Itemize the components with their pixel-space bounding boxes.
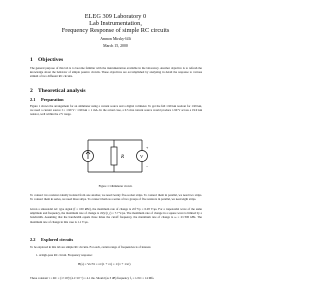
preparation-paragraph-2: To connect two resistors ideally isolated from one another, we need twenty five-socket strips. To connect them in parallel, we need two strips. To connect them in series, we need three strips. To connect them as a series of two groups of five resistors in parallel, we need eight strips. xyxy=(30,193,202,202)
time-constant-paragraph: These constant τ = RC = (1×10³)·(4.1×10⁻⁶) = 4.1 ms. Should (as 3 dB) frequency f₀ = 1/2πτ = 14 Mfs. xyxy=(30,276,155,280)
transfer-function-equation: H(s) = Vo/Vi = sτ/(1 + sτ) = 1/(1 + 1/sτ) xyxy=(78,262,131,266)
subsection-title: Preparation xyxy=(41,97,64,102)
plus-sign: + xyxy=(146,145,149,150)
resistor-label: R xyxy=(121,155,125,160)
voltmeter-label: V xyxy=(140,154,144,159)
minus-sign: − xyxy=(146,164,149,169)
date: March 15, 2000 xyxy=(103,44,128,48)
title-line-2: Lab Instrumentation, xyxy=(89,20,142,27)
section-number: 2 xyxy=(30,88,33,94)
preparation-paragraph-3: Given a sinusoidal AC type signal (f = 100 kHz), the maximum rate of change is 2πf·Vp = 6.28 V/μs. For a trapezoidal wave of the same amplitude and frequency, the maximum rate of change is 4Vp/(t_r) = 7.7 V/μs. The maximum rate of change in a square wave is limited by a bandwidth. Assuming that the bandwidth equals three times the cutoff frequency, the maximum rate of change is ω = 2π·300 kHz. The maximum rate of change in this case is 1.1 V/μs. xyxy=(30,207,202,224)
author: Amnon Mirsky-lilli xyxy=(100,37,131,41)
explored-paragraph: To be explored in this lab are simple RC circuits. For each, certain range of frequencies is of interest. xyxy=(30,245,152,249)
subsection-number: 2.1 xyxy=(30,97,36,102)
resistor-body xyxy=(111,147,117,165)
title-line-3: Frequency Response of simple RC circuits xyxy=(61,27,170,34)
subsection-title: Explored circuits xyxy=(41,237,74,242)
section-title: Theoretical analysis xyxy=(38,88,86,94)
subsection-number: 2.2 xyxy=(30,237,36,242)
section-number: 1 xyxy=(30,57,33,63)
title-line-1: ELEG 309 Laboratory 0 xyxy=(84,13,147,20)
list-item-1: 1. A high-pass RC circuit. Frequency response: xyxy=(36,253,93,257)
section-title: Objectives xyxy=(38,57,64,63)
subsection-explored-heading xyxy=(30,237,73,242)
preparation-paragraph-1: Figure 1 shows the arrangement for an ohmmeter using a current source and a digital voltmeter. To get the full 1.99 kΩ readout for 1.99 kΩ, we need a current source I = 1.99 V / 1.99 kΩ = 1 mA. In the actual case, a 0.5 mA current source would produce 1.99 V across a 19.9 kΩ resistor, well within the 2 V range. xyxy=(30,104,202,117)
objectives-paragraph: The general purpose of this lab is to become familiar with the instrumentation available in the laboratory. Another objective is to refresh the knowledge about the behavior of simple passive circuits. These objectives are accomplished by analyzing in detail the response to various stimuli of two different RC circuits. xyxy=(30,66,202,79)
figure-caption: Figure 1: Ohmmeter circuit. xyxy=(98,184,133,188)
